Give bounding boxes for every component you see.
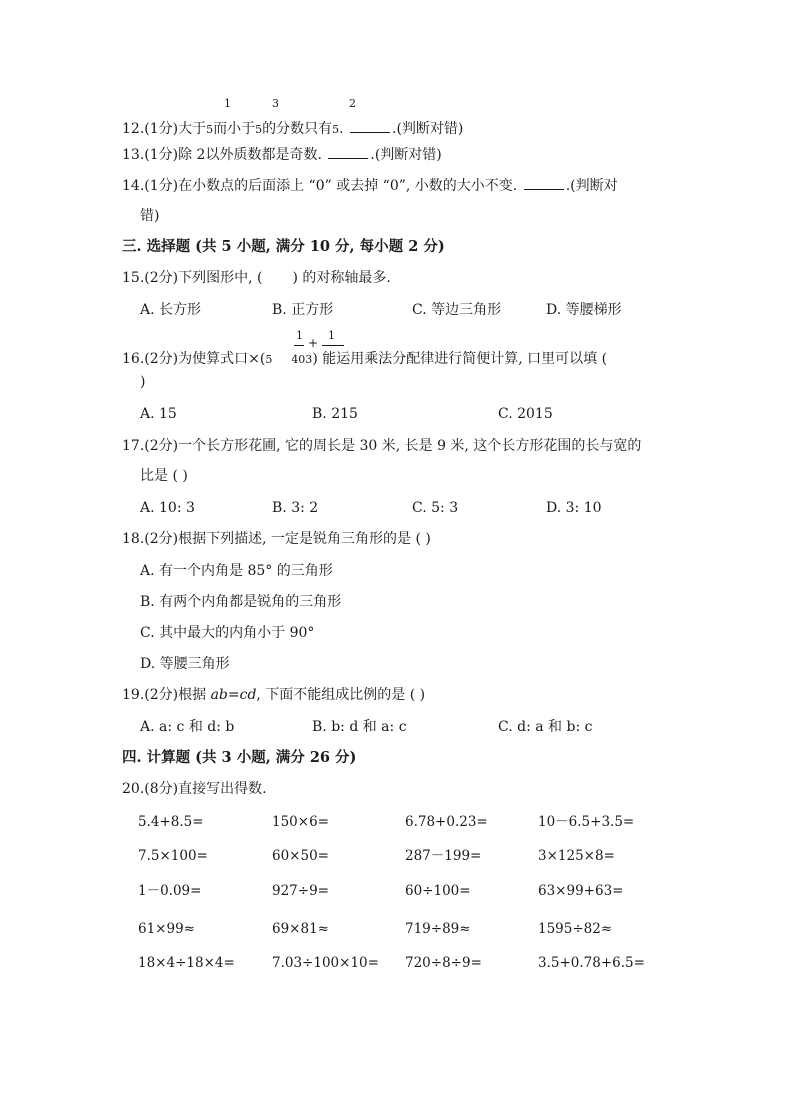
- fraction-denominator: 5: [206, 123, 214, 136]
- question-text: , 下面不能组成比例的是 ( ): [256, 687, 426, 703]
- fraction-bar: [294, 345, 304, 346]
- option-c: C. 等边三角形: [412, 302, 502, 318]
- option-c: C. d: a 和 b: c: [498, 719, 593, 735]
- question-13: [122, 145, 442, 165]
- question-score: (2分): [144, 270, 179, 286]
- section-3-title: 三. 选择题 (共 5 小题, 满分 10 分, 每小题 2 分): [122, 238, 445, 255]
- question-score: (2分): [144, 687, 179, 703]
- question-tail: .(判断对: [565, 178, 618, 194]
- calc-item: 6.78+0.23=: [405, 814, 488, 830]
- calc-item: 10－6.5+3.5=: [538, 814, 635, 830]
- question-14-cont: 错): [140, 208, 160, 224]
- answer-blank[interactable]: [350, 120, 390, 133]
- fraction-numerator: 3: [272, 97, 279, 110]
- calc-item: 3×125×8=: [538, 848, 615, 864]
- option-b: B. 215: [312, 406, 358, 422]
- calc-item: 7.5×100=: [138, 848, 208, 864]
- question-text: ) 的对称轴最多.: [292, 270, 391, 286]
- question-number: 13.: [122, 147, 145, 163]
- fraction-bar: [322, 345, 344, 346]
- option-b: B. 3: 2: [272, 500, 319, 516]
- option-c: C. 5: 3: [412, 500, 459, 516]
- question-score: (2分): [144, 438, 179, 454]
- question-14: [122, 176, 618, 196]
- calc-item: 7.03÷100×10=: [272, 955, 379, 971]
- question-text: 根据: [178, 687, 211, 703]
- calc-item: 1－0.09=: [138, 883, 202, 899]
- fraction-numerator: 2: [349, 97, 356, 110]
- calc-item: 287－199=: [405, 848, 482, 864]
- question-number: 12.: [122, 121, 145, 137]
- option-a: A. 有一个内角是 85° 的三角形: [140, 563, 333, 579]
- question-17-cont: 比是 ( ): [140, 468, 188, 484]
- question-19: [122, 685, 425, 705]
- question-tail: .(判断对错): [370, 147, 442, 163]
- question-score: (2分): [144, 351, 179, 367]
- question-score: (8分): [144, 781, 179, 797]
- question-text: 下列图形中, (: [178, 270, 263, 286]
- question-number: 19.: [122, 687, 145, 703]
- option-a: A. 10: 3: [140, 500, 195, 516]
- plus-sign: +: [308, 336, 319, 350]
- question-score: (1分): [144, 121, 179, 137]
- calc-item: 5.4+8.5=: [138, 814, 204, 830]
- calc-item: 927÷9=: [272, 883, 329, 899]
- calc-item: 69×81≈: [272, 921, 329, 937]
- option-c: C. 其中最大的内角小于 90°: [140, 625, 315, 641]
- question-text: 直接写出得数.: [178, 781, 267, 797]
- question-16-cont: ): [140, 374, 146, 390]
- fraction-numerator: 1: [224, 97, 231, 110]
- question-text: 根据下列描述, 一定是锐角三角形的是 ( ): [178, 531, 431, 547]
- calc-item: 18×4÷18×4=: [138, 955, 235, 971]
- option-d: D. 等腰三角形: [140, 656, 230, 672]
- question-text: .: [339, 121, 344, 137]
- question-number: 15.: [122, 270, 145, 286]
- fraction-numerator: 1: [328, 329, 335, 342]
- option-a: A. a: c 和 d: b: [140, 719, 235, 735]
- question-text: 一个长方形花圃, 它的周长是 30 米, 长是 9 米, 这个长方形花围的长与宽的: [178, 438, 642, 454]
- calc-item: 1595÷82≈: [538, 921, 613, 937]
- option-d: D. 3: 10: [546, 500, 602, 516]
- question-text: 为使算式口×(: [178, 351, 266, 367]
- question-number: 18.: [122, 531, 145, 547]
- calc-item: 61×99≈: [138, 921, 195, 937]
- question-number: 20.: [122, 781, 145, 797]
- option-b: B. 正方形: [272, 302, 334, 318]
- question-text: 除 2以外质数都是奇数.: [178, 147, 322, 163]
- question-score: (2分): [144, 531, 179, 547]
- calc-item: 720÷8÷9=: [405, 955, 482, 971]
- calc-item: 150×6=: [272, 814, 329, 830]
- question-line: [122, 349, 607, 370]
- fraction-numerator: 1: [296, 329, 303, 342]
- question-line: [122, 119, 463, 140]
- question-20: [122, 779, 267, 799]
- option-b: B. b: d 和 a: c: [312, 719, 407, 735]
- calc-item: 63×99+63=: [538, 883, 624, 899]
- calc-item: 3.5+0.78+6.5=: [538, 955, 645, 971]
- question-tail: .(判断对错): [392, 121, 464, 137]
- option-b: B. 有两个内角都是锐角的三角形: [140, 594, 342, 610]
- fraction-denominator: 5: [265, 353, 273, 366]
- option-a: A. 15: [140, 406, 177, 422]
- answer-blank[interactable]: [524, 177, 564, 190]
- fraction-denominator: 5: [255, 123, 263, 136]
- question-number: 17.: [122, 438, 145, 454]
- option-d: D. 等腰梯形: [546, 302, 622, 318]
- calc-item: 719÷89≈: [405, 921, 471, 937]
- fraction-denominator: 403: [291, 353, 313, 366]
- calc-item: 60×50=: [272, 848, 329, 864]
- question-number: 16.: [122, 351, 145, 367]
- question-text: ) 能运用乘法分配律进行简便计算, 口里可以填 (: [312, 351, 608, 367]
- option-c: C. 2015: [498, 406, 553, 422]
- answer-blank[interactable]: [328, 146, 368, 159]
- equation: ab=cd: [210, 687, 257, 703]
- question-score: (1分): [144, 178, 179, 194]
- question-text: 在小数点的后面添上 “0” 或去掉 “0”, 小数的大小不变.: [178, 178, 518, 194]
- question-18: [122, 529, 431, 549]
- option-a: A. 长方形: [140, 302, 202, 318]
- question-score: (1分): [144, 147, 179, 163]
- question-text: 而小于: [213, 121, 256, 137]
- fraction-denominator: 5: [332, 123, 340, 136]
- section-4-title: 四. 计算题 (共 3 小题, 满分 26 分): [122, 749, 357, 766]
- question-text: 大于: [178, 121, 207, 137]
- question-17: [122, 436, 641, 456]
- question-number: 14.: [122, 178, 145, 194]
- calc-item: 60÷100=: [405, 883, 471, 899]
- question-15: [122, 268, 391, 288]
- question-text: 的分数只有: [262, 121, 333, 137]
